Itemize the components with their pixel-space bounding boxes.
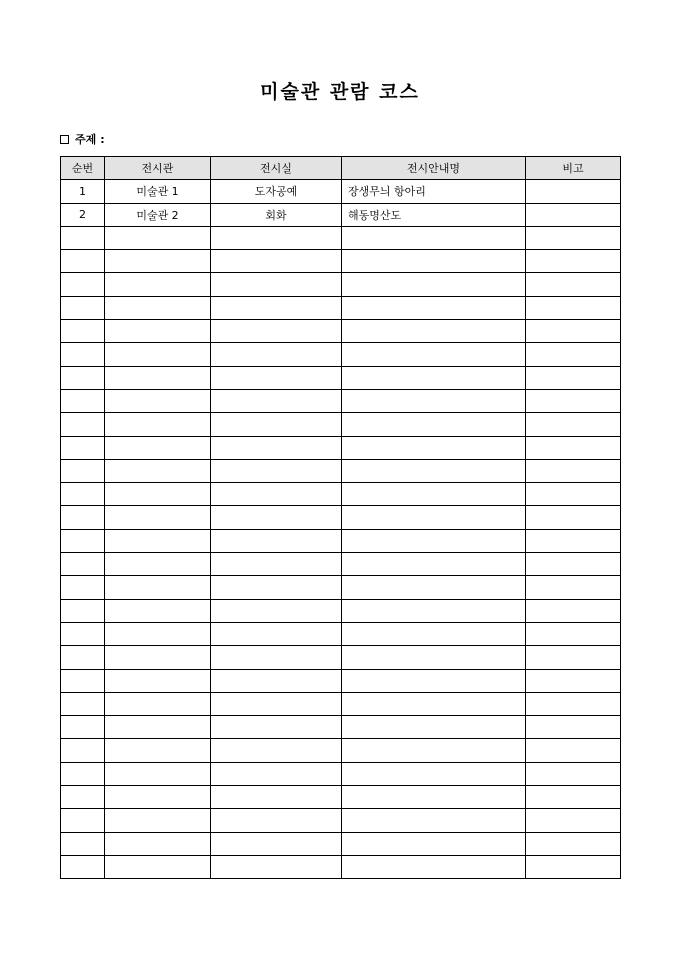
cell-gallery — [105, 529, 211, 552]
cell-number — [61, 762, 105, 785]
cell-exhibit-room — [211, 692, 342, 715]
cell-exhibit-guide-name — [342, 273, 526, 296]
cell-exhibit-guide-name — [342, 296, 526, 319]
cell-exhibit-room — [211, 576, 342, 599]
cell-exhibit-guide-name: 장생무늬 항아리 — [342, 180, 526, 203]
cell-exhibit-room — [211, 296, 342, 319]
cell-exhibit-room — [211, 226, 342, 249]
header-remarks: 비고 — [526, 157, 621, 180]
course-table — [60, 156, 621, 879]
table-row — [61, 762, 621, 785]
cell-gallery — [105, 553, 211, 576]
cell-remarks — [526, 553, 621, 576]
cell-exhibit-room — [211, 343, 342, 366]
cell-number — [61, 599, 105, 622]
cell-gallery — [105, 343, 211, 366]
table-row — [61, 739, 621, 762]
cell-number — [61, 296, 105, 319]
table-row — [61, 273, 621, 296]
cell-number — [61, 855, 105, 878]
cell-number — [61, 622, 105, 645]
cell-remarks — [526, 832, 621, 855]
topic-line — [60, 132, 105, 148]
cell-remarks — [526, 273, 621, 296]
cell-remarks — [526, 343, 621, 366]
header-exhibit-room: 전시실 — [211, 157, 342, 180]
cell-remarks — [526, 203, 621, 226]
cell-exhibit-guide-name — [342, 786, 526, 809]
cell-exhibit-guide-name — [342, 762, 526, 785]
cell-exhibit-guide-name — [342, 599, 526, 622]
cell-remarks — [526, 622, 621, 645]
cell-number — [61, 250, 105, 273]
cell-gallery — [105, 250, 211, 273]
cell-exhibit-guide-name — [342, 855, 526, 878]
cell-exhibit-room — [211, 669, 342, 692]
table-row — [61, 855, 621, 878]
cell-gallery — [105, 599, 211, 622]
table-row — [61, 692, 621, 715]
cell-remarks — [526, 529, 621, 552]
table-row — [61, 646, 621, 669]
cell-gallery — [105, 320, 211, 343]
cell-gallery — [105, 483, 211, 506]
cell-exhibit-room — [211, 273, 342, 296]
table-row — [61, 366, 621, 389]
cell-exhibit-guide-name — [342, 250, 526, 273]
cell-remarks — [526, 762, 621, 785]
cell-gallery — [105, 762, 211, 785]
cell-number — [61, 483, 105, 506]
cell-remarks — [526, 506, 621, 529]
cell-remarks — [526, 483, 621, 506]
header-exhibit-guide-name: 전시안내명 — [342, 157, 526, 180]
cell-gallery — [105, 273, 211, 296]
table-row — [61, 250, 621, 273]
cell-remarks — [526, 646, 621, 669]
cell-gallery — [105, 669, 211, 692]
cell-number — [61, 459, 105, 482]
table-row — [61, 343, 621, 366]
cell-exhibit-room — [211, 436, 342, 459]
cell-remarks — [526, 180, 621, 203]
cell-number — [61, 436, 105, 459]
table-row — [61, 203, 621, 226]
cell-gallery — [105, 692, 211, 715]
cell-number — [61, 739, 105, 762]
cell-exhibit-room — [211, 716, 342, 739]
cell-remarks — [526, 786, 621, 809]
cell-gallery — [105, 366, 211, 389]
cell-exhibit-guide-name — [342, 506, 526, 529]
cell-exhibit-room — [211, 389, 342, 412]
cell-exhibit-room — [211, 599, 342, 622]
cell-exhibit-guide-name — [342, 343, 526, 366]
cell-number — [61, 576, 105, 599]
cell-remarks — [526, 389, 621, 412]
cell-number — [61, 366, 105, 389]
cell-exhibit-guide-name — [342, 622, 526, 645]
cell-gallery — [105, 622, 211, 645]
cell-gallery — [105, 786, 211, 809]
table-row — [61, 716, 621, 739]
cell-number — [61, 832, 105, 855]
cell-exhibit-guide-name — [342, 459, 526, 482]
cell-remarks — [526, 320, 621, 343]
cell-number — [61, 786, 105, 809]
cell-exhibit-guide-name — [342, 366, 526, 389]
table-row — [61, 180, 621, 203]
cell-exhibit-room — [211, 320, 342, 343]
cell-exhibit-room — [211, 506, 342, 529]
cell-number — [61, 646, 105, 669]
cell-gallery: 미술관 1 — [105, 180, 211, 203]
cell-number — [61, 529, 105, 552]
cell-exhibit-guide-name — [342, 529, 526, 552]
cell-remarks — [526, 855, 621, 878]
cell-remarks — [526, 366, 621, 389]
cell-number: 1 — [61, 180, 105, 203]
cell-exhibit-room — [211, 529, 342, 552]
cell-gallery — [105, 296, 211, 319]
cell-exhibit-guide-name — [342, 832, 526, 855]
cell-exhibit-room: 도자공예 — [211, 180, 342, 203]
cell-exhibit-room: 회화 — [211, 203, 342, 226]
cell-number — [61, 320, 105, 343]
cell-exhibit-room — [211, 739, 342, 762]
cell-gallery — [105, 226, 211, 249]
cell-remarks — [526, 250, 621, 273]
cell-number — [61, 716, 105, 739]
cell-gallery — [105, 832, 211, 855]
cell-exhibit-guide-name — [342, 716, 526, 739]
cell-remarks — [526, 413, 621, 436]
cell-number — [61, 692, 105, 715]
table-row — [61, 320, 621, 343]
cell-exhibit-guide-name — [342, 389, 526, 412]
cell-exhibit-room — [211, 483, 342, 506]
cell-number — [61, 809, 105, 832]
cell-exhibit-guide-name — [342, 669, 526, 692]
table-row — [61, 413, 621, 436]
cell-exhibit-room — [211, 855, 342, 878]
cell-exhibit-guide-name — [342, 483, 526, 506]
cell-gallery — [105, 459, 211, 482]
cell-gallery — [105, 413, 211, 436]
table-row — [61, 389, 621, 412]
table-row — [61, 506, 621, 529]
cell-number — [61, 343, 105, 366]
table-row — [61, 786, 621, 809]
table-row — [61, 436, 621, 459]
cell-number — [61, 226, 105, 249]
cell-gallery — [105, 646, 211, 669]
table-row — [61, 599, 621, 622]
table-row — [61, 459, 621, 482]
cell-exhibit-guide-name — [342, 809, 526, 832]
cell-remarks — [526, 692, 621, 715]
header-number: 순번 — [61, 157, 105, 180]
cell-exhibit-room — [211, 809, 342, 832]
table-row — [61, 483, 621, 506]
cell-remarks — [526, 739, 621, 762]
table-row — [61, 576, 621, 599]
cell-gallery — [105, 506, 211, 529]
table-row — [61, 296, 621, 319]
cell-gallery — [105, 389, 211, 412]
cell-remarks — [526, 599, 621, 622]
cell-number: 2 — [61, 203, 105, 226]
cell-gallery — [105, 739, 211, 762]
cell-remarks — [526, 809, 621, 832]
table-row — [61, 832, 621, 855]
table-row — [61, 622, 621, 645]
cell-remarks — [526, 459, 621, 482]
cell-exhibit-guide-name — [342, 739, 526, 762]
cell-exhibit-guide-name — [342, 646, 526, 669]
cell-exhibit-room — [211, 459, 342, 482]
cell-gallery — [105, 576, 211, 599]
cell-number — [61, 669, 105, 692]
cell-number — [61, 506, 105, 529]
cell-exhibit-room — [211, 622, 342, 645]
cell-exhibit-guide-name: 해동명산도 — [342, 203, 526, 226]
cell-number — [61, 553, 105, 576]
cell-exhibit-guide-name — [342, 413, 526, 436]
checkbox-square-icon — [60, 135, 69, 144]
table-header-row — [61, 157, 621, 180]
table-row — [61, 529, 621, 552]
cell-exhibit-room — [211, 646, 342, 669]
cell-exhibit-guide-name — [342, 226, 526, 249]
header-gallery: 전시관 — [105, 157, 211, 180]
cell-gallery — [105, 436, 211, 459]
cell-gallery — [105, 809, 211, 832]
cell-remarks — [526, 576, 621, 599]
cell-exhibit-room — [211, 413, 342, 436]
cell-exhibit-room — [211, 553, 342, 576]
cell-exhibit-guide-name — [342, 436, 526, 459]
cell-gallery — [105, 716, 211, 739]
cell-remarks — [526, 226, 621, 249]
cell-gallery: 미술관 2 — [105, 203, 211, 226]
cell-remarks — [526, 669, 621, 692]
page-title: 미술관 관람 코스 — [260, 81, 420, 103]
cell-number — [61, 273, 105, 296]
cell-exhibit-room — [211, 832, 342, 855]
cell-exhibit-guide-name — [342, 576, 526, 599]
cell-number — [61, 413, 105, 436]
cell-exhibit-room — [211, 786, 342, 809]
table-row — [61, 809, 621, 832]
cell-remarks — [526, 716, 621, 739]
table-row — [61, 226, 621, 249]
cell-exhibit-guide-name — [342, 320, 526, 343]
table-row — [61, 669, 621, 692]
topic-colon: : — [100, 133, 105, 146]
cell-remarks — [526, 296, 621, 319]
cell-exhibit-guide-name — [342, 553, 526, 576]
cell-number — [61, 389, 105, 412]
cell-exhibit-room — [211, 250, 342, 273]
table-row — [61, 553, 621, 576]
cell-exhibit-guide-name — [342, 692, 526, 715]
cell-exhibit-room — [211, 762, 342, 785]
topic-label: 주제 — [75, 133, 97, 146]
cell-remarks — [526, 436, 621, 459]
cell-exhibit-room — [211, 366, 342, 389]
cell-gallery — [105, 855, 211, 878]
